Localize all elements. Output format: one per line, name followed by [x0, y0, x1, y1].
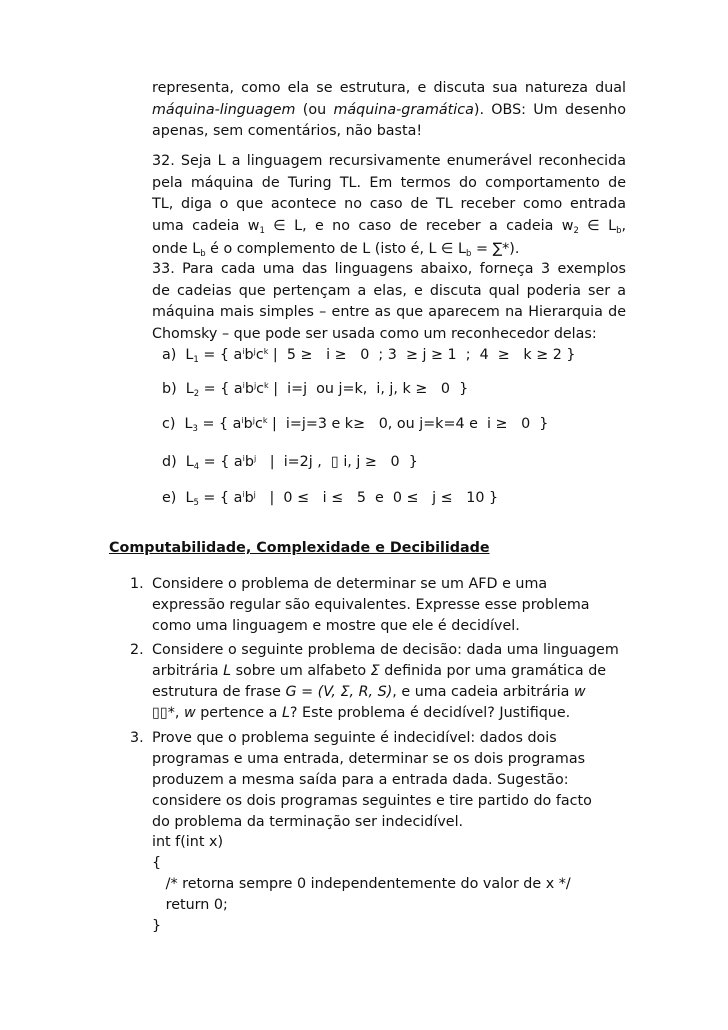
text-line: pela máquina de Turing TL. Em termos do comportamento de [152, 174, 626, 191]
language-item-b: b) $L_2$ = { $a^ib^jc^k$ | i=j ou j=k, i, j, k ≥ 0 } [162, 381, 469, 399]
problem-3 [152, 728, 626, 833]
intro-paragraph [152, 78, 626, 143]
text-line: estrutura de frase G = (V, Σ, R, S), e uma cadeia arbitrária w [152, 684, 586, 700]
text-line: expressão regular são equivalentes. Expresse esse problema [152, 597, 590, 613]
item-number: 1. [130, 576, 144, 592]
text-line: máquina mais simples – entre as que aparecem na Hierarquia de [152, 304, 626, 320]
language-item-c: c) $L_3$ = { $a^ib^jc^k$ | i=j=3 e k≥ 0, ou j=k=4 e i ≥ 0 } [162, 416, 549, 434]
text-line: apenas, sem comentários, não basta! [152, 123, 423, 139]
item-number: 2. [130, 642, 144, 658]
language-item-a: a) $L_1$ = { $a^ib^jc^k$ | 5 ≥ i ≥ 0 ; 3 ≥ j ≥ 1 ; 4 ≥ k ≥ 2 } [162, 347, 576, 365]
code-line: return 0; [152, 897, 228, 913]
language-item-d: d) $L_4$ = { $a^ib^j$ | i=2j , ▯ i, j ≥ 0 } [162, 454, 418, 472]
item-number: 3. [130, 730, 144, 746]
text-line: Considere o problema de determinar se um AFD e uma [152, 576, 548, 592]
text-line: uma cadeia $w_1$ ∈ L, e no caso de receber a cadeia $w_2$ ∈ $L_b$, [152, 217, 627, 236]
text-line: máquina-linguagem (ou máquina-gramática). OBS: Um desenho [152, 101, 626, 118]
text-line: como uma linguagem e mostre que ele é decidível. [152, 618, 520, 634]
text-line: arbitrária L sobre um alfabeto Σ definida por uma gramática de [152, 663, 607, 679]
text-line: de cadeias que pertençam a elas, e discuta qual poderia ser a [152, 282, 626, 299]
text-line: Prove que o problema seguinte é indecidível: dados dois [152, 730, 557, 746]
text-line: onde $L_b$ é o complemento de L (isto é, L ∈ $L_b$ = ∑*). [152, 241, 520, 259]
text-line: 33. Para cada uma das linguagens abaixo, forneça 3 exemplos [152, 261, 626, 277]
text-line: ▯▯*, w pertence a L? Este problema é decidível? Justifique. [152, 705, 571, 721]
text-line: Chomsky – que pode ser usada como um reconhecedor delas: [152, 325, 597, 342]
code-line: { [152, 855, 162, 871]
text-line: do problema da terminação ser indecidível. [152, 814, 464, 830]
question-32 [152, 151, 626, 263]
question-33 [152, 259, 626, 345]
text-line: TL, diga o que acontece no caso de TL receber como entrada [152, 196, 626, 212]
code-line: /* retorna sempre 0 independentemente do valor de x */ [152, 876, 571, 892]
text-line: considere os dois programas seguintes e tire partido do facto [152, 793, 592, 809]
term-maquina-gramatica: máquina-gramática [333, 101, 474, 118]
text-line: produzem a mesma saída para a entrada dada. Sugestão: [152, 772, 569, 788]
language-item-e: e) $L_5$ = { $a^ib^j$ | 0 ≤ i ≤ 5 e 0 ≤ j ≤ 10 } [162, 490, 499, 508]
code-line: int f(int x) [152, 834, 224, 850]
code-line: } [152, 918, 162, 934]
problem-1 [152, 574, 626, 637]
code-block [152, 832, 571, 937]
problem-2 [152, 640, 626, 724]
term-maquina-linguagem: máquina-linguagem [152, 101, 296, 118]
section-heading: Computabilidade, Complexidade e Decibilidade [109, 540, 490, 556]
text-line: programas e uma entrada, determinar se os dois programas [152, 751, 586, 767]
text-line: 32. Seja L a linguagem recursivamente enumerável reconhecida [152, 153, 626, 169]
text-line: Considere o seguinte problema de decisão: dada uma linguagem [152, 642, 619, 658]
text-line: representa, como ela se estrutura, e discuta sua natureza dual [152, 80, 626, 96]
